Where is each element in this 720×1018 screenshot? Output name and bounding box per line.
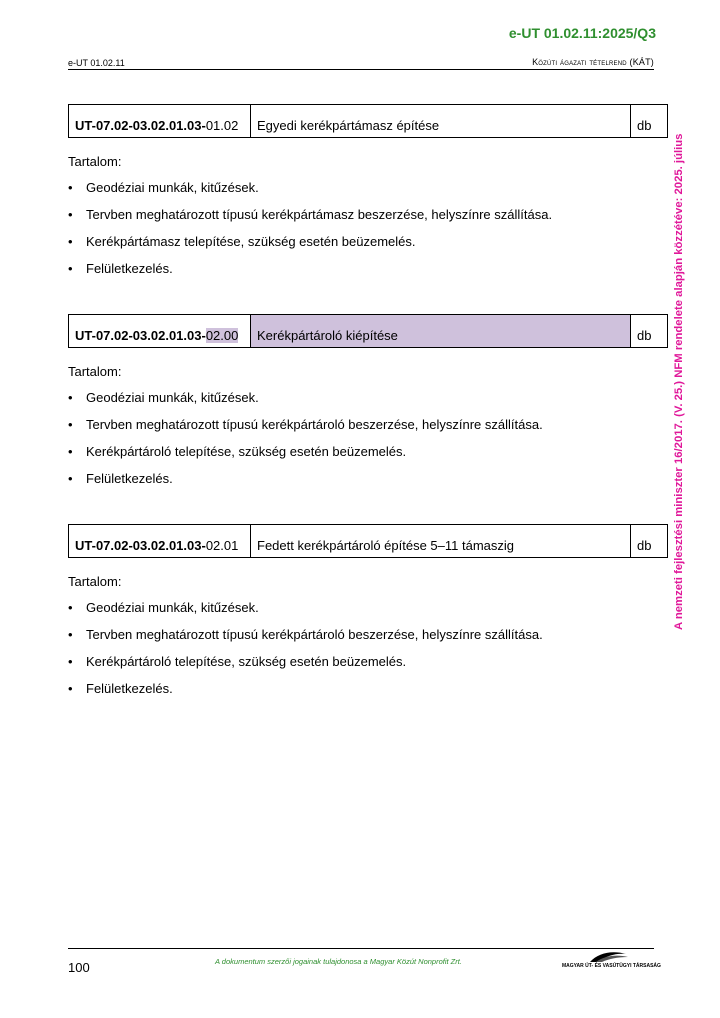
list-item: • Tervben meghatározott típusú kerékpártároló beszerzése, helyszínre szállítása. <box>68 417 543 432</box>
bullet-icon: • <box>68 261 73 276</box>
content-lead: Tartalom: <box>68 364 122 379</box>
content-lead: Tartalom: <box>68 574 122 589</box>
header-right-title: Közúti ágazati tételrend (KÁT) <box>532 57 654 67</box>
copyright-note: A dokumentum szerzői jogainak tulajdonosa a Magyar Közút Nonprofit Zrt. <box>215 957 462 966</box>
bullet-list <box>68 180 552 277</box>
bullet-icon: • <box>68 390 73 405</box>
side-publication-note: A nemzeti fejlesztési miniszter 16/2017. (V. 25.) NFM rendelete alapján közzétéve: 2025. július <box>673 133 685 630</box>
bullet-icon: • <box>68 627 73 642</box>
item-code: UT-07.02-03.02.01.03-02.00 <box>69 315 251 348</box>
list-item: • Tervben meghatározott típusú kerékpártároló beszerzése, helyszínre szállítása. <box>68 627 543 642</box>
page-number: 100 <box>68 960 90 975</box>
footer-divider <box>68 948 654 949</box>
item-title: Kerékpártároló kiépítése <box>251 315 631 348</box>
bullet-icon: • <box>68 444 73 459</box>
document-code: e-UT 01.02.11:2025/Q3 <box>508 25 656 41</box>
item-unit: db <box>631 525 668 558</box>
bullet-icon: • <box>68 207 73 222</box>
item-code: UT-07.02-03.02.01.03-01.02 <box>69 105 251 138</box>
item-title: Fedett kerékpártároló építése 5–11 támaszig <box>251 525 631 558</box>
header-left-code: e-UT 01.02.11 <box>68 58 125 68</box>
list-item: • Felületkezelés. <box>68 261 173 276</box>
bullet-list <box>68 600 543 697</box>
logo-swoosh-icon <box>562 950 654 964</box>
bullet-list <box>68 390 543 487</box>
bullet-icon: • <box>68 681 73 696</box>
bullet-icon: • <box>68 417 73 432</box>
section-content-3 <box>68 574 543 708</box>
bullet-icon: • <box>68 234 73 249</box>
bullet-icon: • <box>68 471 73 486</box>
item-code: UT-07.02-03.02.01.03-02.01 <box>69 525 251 558</box>
list-item: • Kerékpártároló telepítése, szükség esetén beüzemelés. <box>68 444 407 459</box>
list-item: • Kerékpártámasz telepítése, szükség esetén beüzemelés. <box>68 234 416 249</box>
item-table-1 <box>68 104 668 138</box>
content-lead: Tartalom: <box>68 154 122 169</box>
logo-text: MAGYAR ÚT- ÉS VASÚTÜGYI TÁRSASÁG <box>562 963 661 969</box>
section-content-2 <box>68 364 543 498</box>
list-item: • Kerékpártároló telepítése, szükség esetén beüzemelés. <box>68 654 407 669</box>
bullet-icon: • <box>68 600 73 615</box>
header-divider <box>68 69 654 70</box>
item-unit: db <box>631 105 668 138</box>
item-title: Egyedi kerékpártámasz építése <box>251 105 631 138</box>
item-table-3 <box>68 524 668 558</box>
list-item: • Geodéziai munkák, kitűzések. <box>68 600 259 615</box>
company-logo <box>562 950 661 972</box>
bullet-icon: • <box>68 654 73 669</box>
list-item: • Felületkezelés. <box>68 471 173 486</box>
item-unit: db <box>631 315 668 348</box>
list-item: • Felületkezelés. <box>68 681 173 696</box>
bullet-icon: • <box>68 180 73 195</box>
section-content-1 <box>68 154 552 288</box>
item-table-2 <box>68 314 668 348</box>
list-item: • Geodéziai munkák, kitűzések. <box>68 180 259 195</box>
list-item: • Geodéziai munkák, kitűzések. <box>68 390 259 405</box>
list-item: • Tervben meghatározott típusú kerékpártámasz beszerzése, helyszínre szállítása. <box>68 207 553 222</box>
